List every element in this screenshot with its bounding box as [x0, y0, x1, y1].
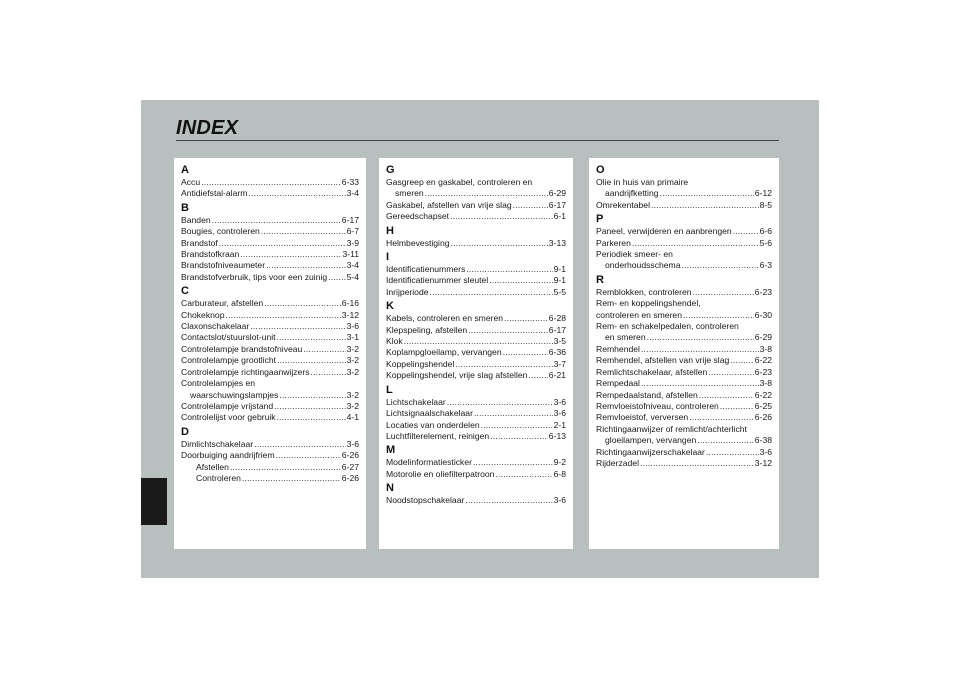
- index-entry: [181, 188, 359, 199]
- entry-page: 6-17: [548, 199, 566, 210]
- entry-page: 3-5: [553, 336, 566, 347]
- leader-dots: [689, 412, 754, 423]
- leader-dots: [248, 188, 345, 199]
- index-section-c: [181, 285, 359, 423]
- section-letter: N: [386, 482, 394, 495]
- entry-page: 6-26: [341, 472, 359, 483]
- entry-label: Noodstopschakelaar: [386, 495, 465, 506]
- index-entry: [386, 469, 566, 480]
- entry-page: 3-6: [759, 446, 772, 457]
- entry-label: en smeren: [605, 332, 646, 343]
- entry-page: 6-29: [548, 188, 566, 199]
- index-entry: [386, 238, 566, 249]
- leader-dots: [451, 238, 548, 249]
- leader-dots: [473, 457, 553, 468]
- index-entry: [181, 473, 359, 484]
- section-letter: H: [386, 224, 394, 237]
- index-entry: [596, 238, 772, 249]
- entry-label: Klepspeling, afstellen: [386, 324, 468, 335]
- entry-label: Remhendel: [596, 343, 640, 354]
- entry-page: 6-13: [548, 430, 566, 441]
- entry-label: Remlichtschakelaar, afstellen: [596, 366, 708, 377]
- index-entry: [181, 249, 359, 260]
- index-column-3: [589, 158, 779, 549]
- leader-dots: [450, 211, 553, 222]
- entry-label: Periodiek smeer- en: [596, 249, 673, 260]
- entry-page: 3-8: [759, 378, 772, 389]
- section-letter: M: [386, 444, 396, 457]
- leader-dots: [279, 390, 345, 401]
- entry-label: Richtingaanwijzer of remlicht/achterlicht: [596, 423, 747, 434]
- section-letter: P: [596, 213, 604, 226]
- section-letter: B: [181, 201, 189, 214]
- index-entry: [386, 347, 566, 358]
- entry-label: Lichtschakelaar: [386, 396, 446, 407]
- entry-label: Rem- en schakelpedalen, controleren: [596, 321, 739, 332]
- entry-page: 9-1: [553, 275, 566, 286]
- index-section-i: [386, 251, 566, 298]
- leader-dots: [693, 287, 754, 298]
- entry-label: Afstellen: [196, 461, 229, 472]
- index-entry: [386, 275, 566, 286]
- entry-page: 5-5: [553, 286, 566, 297]
- entry-label: Remblokken, controleren: [596, 286, 692, 297]
- leader-dots: [242, 473, 341, 484]
- index-entry: [386, 200, 566, 211]
- entry-page: 6-26: [341, 450, 359, 461]
- index-entry: [386, 211, 566, 222]
- leader-dots: [468, 325, 548, 336]
- index-entry: [596, 412, 772, 423]
- section-letter: R: [596, 273, 604, 286]
- entry-label: Helmbevestiging: [386, 237, 450, 248]
- entry-page: 6-23: [754, 286, 772, 297]
- entry-label: Bougies, controleren: [181, 226, 260, 237]
- entry-label: Contactslot/stuurslot-unit: [181, 332, 276, 343]
- entry-label: Remvloeistof, verversen: [596, 412, 689, 423]
- entry-label: Brandstof: [181, 237, 218, 248]
- leader-dots: [683, 310, 754, 321]
- entry-label: Claxonschakelaar: [181, 321, 250, 332]
- leader-dots: [504, 313, 548, 324]
- entry-page: 3-6: [553, 408, 566, 419]
- entry-page: 3-8: [759, 343, 772, 354]
- index-entry: [596, 344, 772, 355]
- entry-page: 6-3: [759, 260, 772, 271]
- entry-label: Paneel, verwijderen en aanbrengen: [596, 226, 732, 237]
- index-section-o: [596, 164, 772, 211]
- entry-page: 6-25: [754, 400, 772, 411]
- leader-dots: [219, 238, 346, 249]
- entry-page: 3-2: [346, 343, 359, 354]
- leader-dots: [651, 200, 759, 211]
- leader-dots: [513, 200, 548, 211]
- entry-page: 6-17: [341, 214, 359, 225]
- index-entry: [596, 200, 772, 211]
- entry-label: Remvloeistofniveau, controleren: [596, 400, 719, 411]
- index-section-k: [386, 300, 566, 381]
- index-section-l: [386, 384, 566, 443]
- entry-page: 2-1: [553, 419, 566, 430]
- entry-label: Koppelingshendel, vrije slag afstellen: [386, 370, 528, 381]
- entry-page: 6-22: [754, 389, 772, 400]
- leader-dots: [254, 439, 345, 450]
- index-entry: [181, 298, 359, 309]
- leader-dots: [697, 435, 754, 446]
- entry-page: 8-5: [759, 199, 772, 210]
- index-entry: [386, 397, 566, 408]
- leader-dots: [277, 412, 346, 423]
- index-entry: [181, 450, 359, 461]
- index-entry: [181, 226, 359, 237]
- entry-page: 3-2: [346, 400, 359, 411]
- leader-dots: [404, 336, 553, 347]
- leader-dots: [641, 378, 759, 389]
- leader-dots: [640, 458, 754, 469]
- entry-label: Brandstofniveaumeter: [181, 260, 266, 271]
- section-letter: G: [386, 164, 395, 176]
- index-entry: [386, 188, 566, 199]
- index-entry: [181, 272, 359, 283]
- leader-dots: [274, 401, 345, 412]
- entry-page: 6-12: [754, 188, 772, 199]
- entry-label: Kabels, controleren en smeren: [386, 313, 504, 324]
- leader-dots: [311, 367, 346, 378]
- leader-dots: [528, 370, 547, 381]
- entry-page: 6-1: [553, 211, 566, 222]
- entry-label: Accu: [181, 177, 201, 187]
- leader-dots: [250, 321, 345, 332]
- entry-label: Gasgreep en gaskabel, controleren en: [386, 177, 533, 187]
- index-entry: [181, 260, 359, 271]
- entry-label: Lichtsignaalschakelaar: [386, 408, 473, 419]
- manual-page: [141, 100, 819, 578]
- entry-label: Rempedaal: [596, 378, 640, 389]
- entry-label: Controlelampjes en: [181, 378, 256, 389]
- entry-page: 6-17: [548, 324, 566, 335]
- index-section-n: [386, 482, 566, 506]
- entry-label: Klok: [386, 336, 403, 347]
- entry-label: Controlelampje brandstofniveau: [181, 343, 303, 354]
- section-tab: [141, 478, 167, 525]
- index-entry: [386, 408, 566, 419]
- index-entry: [386, 431, 566, 442]
- index-section-b: [181, 202, 359, 283]
- index-entry: [386, 495, 566, 506]
- leader-dots: [303, 344, 345, 355]
- page-title: INDEX: [176, 117, 239, 139]
- entry-label: Omrekentabel: [596, 199, 650, 210]
- index-section-p: [596, 213, 772, 272]
- index-entry: [386, 370, 566, 381]
- entry-label: aandrijfketting: [605, 188, 659, 199]
- leader-dots: [647, 332, 754, 343]
- leader-dots: [682, 260, 759, 271]
- index-entry: [181, 344, 359, 355]
- entry-page: 3-6: [553, 495, 566, 506]
- index-entry: [181, 355, 359, 366]
- entry-page: 6-30: [754, 309, 772, 320]
- entry-page: 6-16: [341, 298, 359, 309]
- entry-page: 6-21: [548, 370, 566, 381]
- entry-label: Gaskabel, afstellen van vrije slag: [386, 199, 512, 210]
- entry-label: Controlelijst voor gebruik: [181, 412, 276, 423]
- entry-label: Remhendel, afstellen van vrije slag: [596, 355, 730, 366]
- leader-dots: [733, 226, 759, 237]
- leader-dots: [264, 298, 341, 309]
- section-letter: O: [596, 164, 605, 176]
- entry-label: onderhoudsschema: [605, 260, 681, 271]
- index-entry: [181, 462, 359, 473]
- title-rule: [176, 140, 779, 141]
- entry-label: Richtingaanwijzerschakelaar: [596, 446, 705, 457]
- section-letter: I: [386, 251, 390, 264]
- entry-label: Chokeknop: [181, 309, 225, 320]
- index-entry: [596, 447, 772, 458]
- index-section-r: [596, 274, 772, 470]
- section-letter: C: [181, 285, 189, 298]
- entry-label: gloeilampen, vervangen: [605, 435, 697, 446]
- entry-page: 6-7: [346, 226, 359, 237]
- leader-dots: [495, 469, 552, 480]
- index-entry: [386, 313, 566, 324]
- section-letter: L: [386, 383, 393, 396]
- entry-label: Controlelampje richtingaanwijzers: [181, 366, 310, 377]
- leader-dots: [225, 310, 340, 321]
- leader-dots: [328, 272, 345, 283]
- index-entry: [596, 401, 772, 412]
- index-entry: [386, 336, 566, 347]
- leader-dots: [699, 390, 754, 401]
- entry-page: 9-2: [553, 457, 566, 468]
- entry-label: Rijderzadel: [596, 457, 639, 468]
- entry-label: smeren: [395, 188, 424, 199]
- entry-label: Banden: [181, 214, 211, 225]
- entry-page: 3-12: [341, 309, 359, 320]
- entry-label: Inrijperiode: [386, 286, 429, 297]
- leader-dots: [474, 408, 553, 419]
- entry-label: Doorbuiging aandrijfriem: [181, 450, 275, 461]
- index-entry: [386, 325, 566, 336]
- entry-label: Luchtfilterelement, reinigen: [386, 430, 490, 441]
- section-letter: D: [181, 425, 189, 438]
- index-entry: [181, 177, 359, 188]
- entry-page: 3-6: [553, 396, 566, 407]
- leader-dots: [425, 188, 548, 199]
- index-entry: [596, 378, 772, 389]
- index-section-h: [386, 225, 566, 249]
- entry-label: Motorolie en oliefilterpatroon: [386, 468, 495, 479]
- entry-label: Controlelampje grootlicht: [181, 355, 277, 366]
- index-entry: [181, 238, 359, 249]
- index-entry: [386, 420, 566, 431]
- index-entry: [596, 188, 772, 199]
- entry-label: Gereedschapset: [386, 211, 450, 222]
- leader-dots: [447, 397, 553, 408]
- entry-page: 3-7: [553, 358, 566, 369]
- index-entry: [596, 226, 772, 237]
- index-column-1: [174, 158, 366, 549]
- leader-dots: [276, 450, 341, 461]
- index-entry: [181, 321, 359, 332]
- leader-dots: [266, 260, 346, 271]
- entry-page: 3-1: [346, 332, 359, 343]
- leader-dots: [240, 249, 341, 260]
- entry-page: 5-4: [346, 271, 359, 282]
- section-letter: K: [386, 300, 394, 313]
- entry-page: 3-4: [346, 260, 359, 271]
- leader-dots: [481, 420, 553, 431]
- entry-page: 6-23: [754, 366, 772, 377]
- leader-dots: [632, 238, 759, 249]
- leader-dots: [708, 367, 754, 378]
- entry-page: 3-6: [346, 438, 359, 449]
- entry-label: Controlelampje vrijstand: [181, 400, 274, 411]
- leader-dots: [465, 495, 552, 506]
- index-entry: [181, 412, 359, 423]
- index-entry: [596, 287, 772, 298]
- entry-page: 4-1: [346, 412, 359, 423]
- entry-label: Antidiefstal-alarm: [181, 188, 248, 199]
- entry-page: 3-13: [548, 237, 566, 248]
- entry-page: 3-9: [346, 237, 359, 248]
- entry-page: 3-4: [346, 188, 359, 199]
- index-entry: [386, 457, 566, 468]
- leader-dots: [277, 332, 346, 343]
- index-entry: [596, 458, 772, 469]
- entry-label: Koplampgloeilamp, vervangen: [386, 347, 502, 358]
- entry-page: 3-2: [346, 355, 359, 366]
- entry-page: 6-28: [548, 313, 566, 324]
- leader-dots: [277, 355, 346, 366]
- entry-label: Identificatienummers: [386, 264, 466, 275]
- entry-page: 3-6: [346, 321, 359, 332]
- entry-label: Controleren: [196, 472, 241, 483]
- index-column-2: [379, 158, 573, 549]
- leader-dots: [466, 264, 552, 275]
- index-entry: [386, 287, 566, 298]
- index-entry: [386, 264, 566, 275]
- leader-dots: [720, 401, 754, 412]
- entry-page: 5-6: [759, 237, 772, 248]
- index-entry: [596, 260, 772, 271]
- entry-page: 3-2: [346, 389, 359, 400]
- index-entry: [181, 401, 359, 412]
- section-letter: A: [181, 164, 189, 176]
- entry-label: controleren en smeren: [596, 309, 682, 320]
- entry-label: Koppelingshendel: [386, 358, 455, 369]
- index-section-d: [181, 426, 359, 485]
- entry-label: Locaties van onderdelen: [386, 419, 480, 430]
- index-entry: [181, 215, 359, 226]
- index-entry: [596, 310, 772, 321]
- index-entry: [181, 390, 359, 401]
- entry-page: 3-2: [346, 366, 359, 377]
- leader-dots: [261, 226, 346, 237]
- leader-dots: [201, 177, 341, 188]
- entry-page: 6-26: [754, 412, 772, 423]
- index-entry: [181, 367, 359, 378]
- entry-label: waarschuwingslampjes: [190, 389, 279, 400]
- index-entry: [596, 332, 772, 343]
- leader-dots: [212, 215, 341, 226]
- entry-label: Modelinformatiesticker: [386, 457, 472, 468]
- entry-label: Dimlichtschakelaar: [181, 438, 254, 449]
- leader-dots: [503, 347, 548, 358]
- entry-page: 6-33: [341, 177, 359, 187]
- entry-label: Parkeren: [596, 237, 631, 248]
- entry-label: Identificatienummer sleutel: [386, 275, 489, 286]
- index-section-g: [386, 164, 566, 223]
- leader-dots: [706, 447, 759, 458]
- index-entry: [181, 310, 359, 321]
- index-entry: [596, 367, 772, 378]
- entry-label: Brandstofverbruik, tips voor een zuinig: [181, 271, 328, 282]
- entry-page: 6-6: [759, 226, 772, 237]
- index-entry: [596, 435, 772, 446]
- entry-page: 6-22: [754, 355, 772, 366]
- entry-label: Rempedaalstand, afstellen: [596, 389, 698, 400]
- entry-label: Rem- en koppelingshendel,: [596, 298, 701, 309]
- entry-page: 6-8: [553, 468, 566, 479]
- index-section-m: [386, 444, 566, 480]
- leader-dots: [430, 287, 553, 298]
- leader-dots: [641, 344, 759, 355]
- index-section-a: [181, 164, 359, 200]
- index-entry: [386, 359, 566, 370]
- entry-page: 6-27: [341, 461, 359, 472]
- entry-page: 3-12: [754, 457, 772, 468]
- leader-dots: [730, 355, 754, 366]
- leader-dots: [455, 359, 552, 370]
- entry-page: 3-11: [342, 249, 359, 260]
- leader-dots: [230, 462, 341, 473]
- entry-page: 9-1: [553, 264, 566, 275]
- index-entry: [181, 439, 359, 450]
- leader-dots: [490, 431, 548, 442]
- index-entry: [181, 332, 359, 343]
- entry-page: 6-29: [754, 332, 772, 343]
- index-entry: [596, 355, 772, 366]
- entry-page: 6-36: [548, 347, 566, 358]
- entry-label: Brandstofkraan: [181, 249, 240, 260]
- entry-page: 6-38: [754, 435, 772, 446]
- entry-label: Carburateur, afstellen: [181, 298, 264, 309]
- leader-dots: [660, 188, 754, 199]
- index-entry: [596, 390, 772, 401]
- entry-label: Olie in huis van primaire: [596, 177, 689, 187]
- leader-dots: [489, 275, 552, 286]
